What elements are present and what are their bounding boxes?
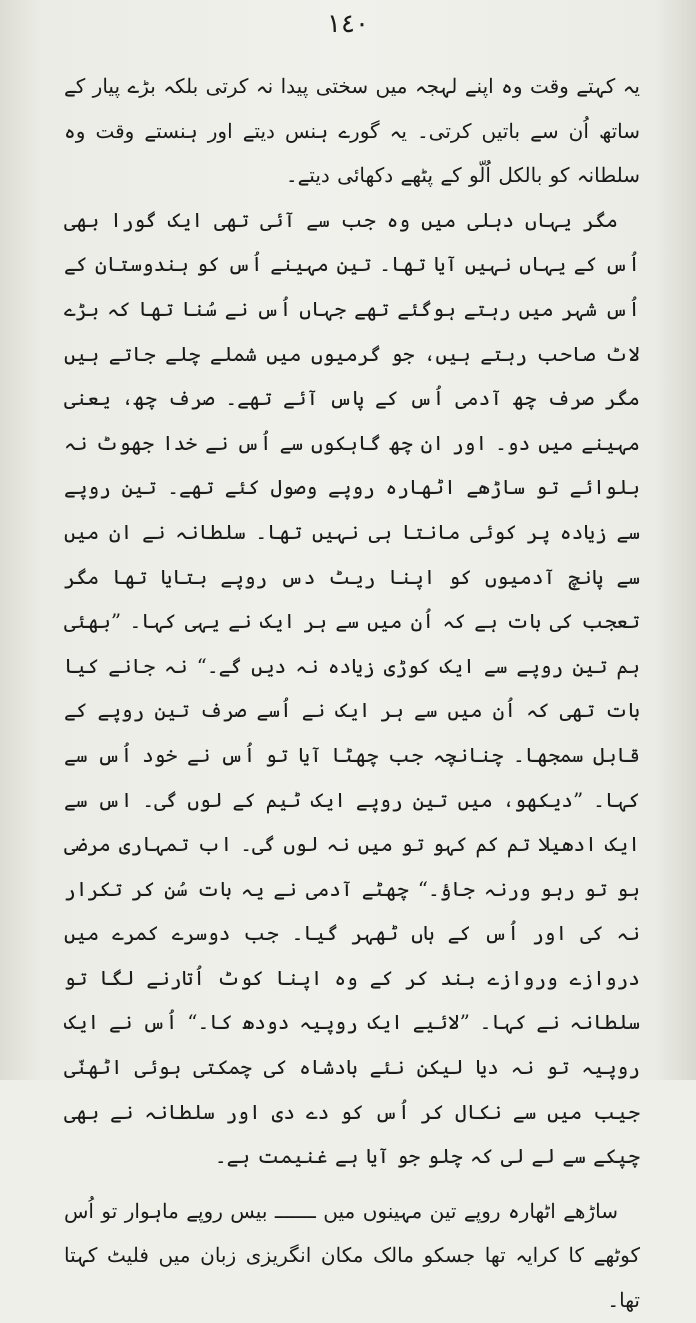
paragraph-1: یہ کہتے وقت وہ اپنے لہجہ میں سختی پیدا نہ کرتی بلکہ بڑے پیار کے ساتھ اُن سے باتیں کرتی۔ یہ گورے ہنس دیتے اور ہنستے وقت وہ سلطانہ کو بالکل اُلّو کے پٹھے دکھائی دیتے۔: [64, 74, 640, 188]
page-number: ١٤٠: [327, 9, 369, 39]
paragraph-3: ساڑھے اٹھارہ روپے تین مہینوں میں ـــــــ بیس روپے ماہوار تو اُس کوٹھے کا کرایہ تھا جسکو مالک مکان انگریزی زبان میں فلیٹ کہتا تھا۔: [64, 1198, 640, 1313]
body-text: [64, 64, 640, 1323]
paragraph-2: مگر یہاں دہلی میں وہ جب سے آئی تھی ایک گورا بھی اُس کے یہاں نہیں آیا تھا۔ تین مہینے اُس کو ہندوستان کے اُس شہر میں رہتے ہوگئے تھے جہاں اُس نے سُنا تھا کہ بڑے لاٹ صاحب رہتے ہیں، جو گرمیوں میں شملے چلے جاتے ہیں مگر صرف چھ آدمی اُس کے پاس آئے تھے۔ صرف چھ، یعنی مہینے میں دو۔ اور ان چھ گاہکوں سے اُس نے خدا جھوٹ نہ بلوائے تو ساڑھے اٹھارہ روپے وصول کئے تھے۔ تین روپے سے زیادہ پر کوئی مانتا ہی نہیں تھا۔ سلطانہ نے ان میں سے پانچ آدمیوں کو اپنا ریٹ دس روپے بتایا تھا مگر تعجب کی بات ہے کہ اُن میں سے ہر ایک نے یہی کہا۔ ”بھئی ہم تین روپے سے ایک کوڑی زیادہ نہ دیں گے۔“ نہ جانے کیا بات تھی کہ اُن میں سے ہر ایک نے اُسے صرف تین روپے کے قابل سمجھا۔ چنانچہ جب چھٹا آیا تو اُس نے خود اُس سے کہا۔ ”دیکھو، میں تین روپے ایک ٹیم کے لوں گی۔ اس سے ایک ادھیلا تم کم کہو تو میں نہ لوں گی۔ اب تمہاری مرضی ہو تو رہو ورنہ جاؤ۔“ چھٹے آدمی نے یہ بات سُن کر تکرار نہ کی اور اُس کے ہاں ٹھہر گیا۔ جب دوسرے کمرے میں دروازے وروازے بند کر کے وہ اپنا کوٹ اُتارنے لگا تو سلطانہ نے کہا۔ ”لائیے ایک روپیہ دودھ کا۔“ اُس نے ایک روپیہ تو نہ دیا لیکن نئے بادشاہ کی چمکتی ہوئی اٹھنّی جیب میں سے نکال کر اُس کو دے دی اور سلطانہ نے بھی چپکے سے لے لی کہ چلو جو آیا ہے غنیمت ہے۔: [64, 207, 640, 1169]
